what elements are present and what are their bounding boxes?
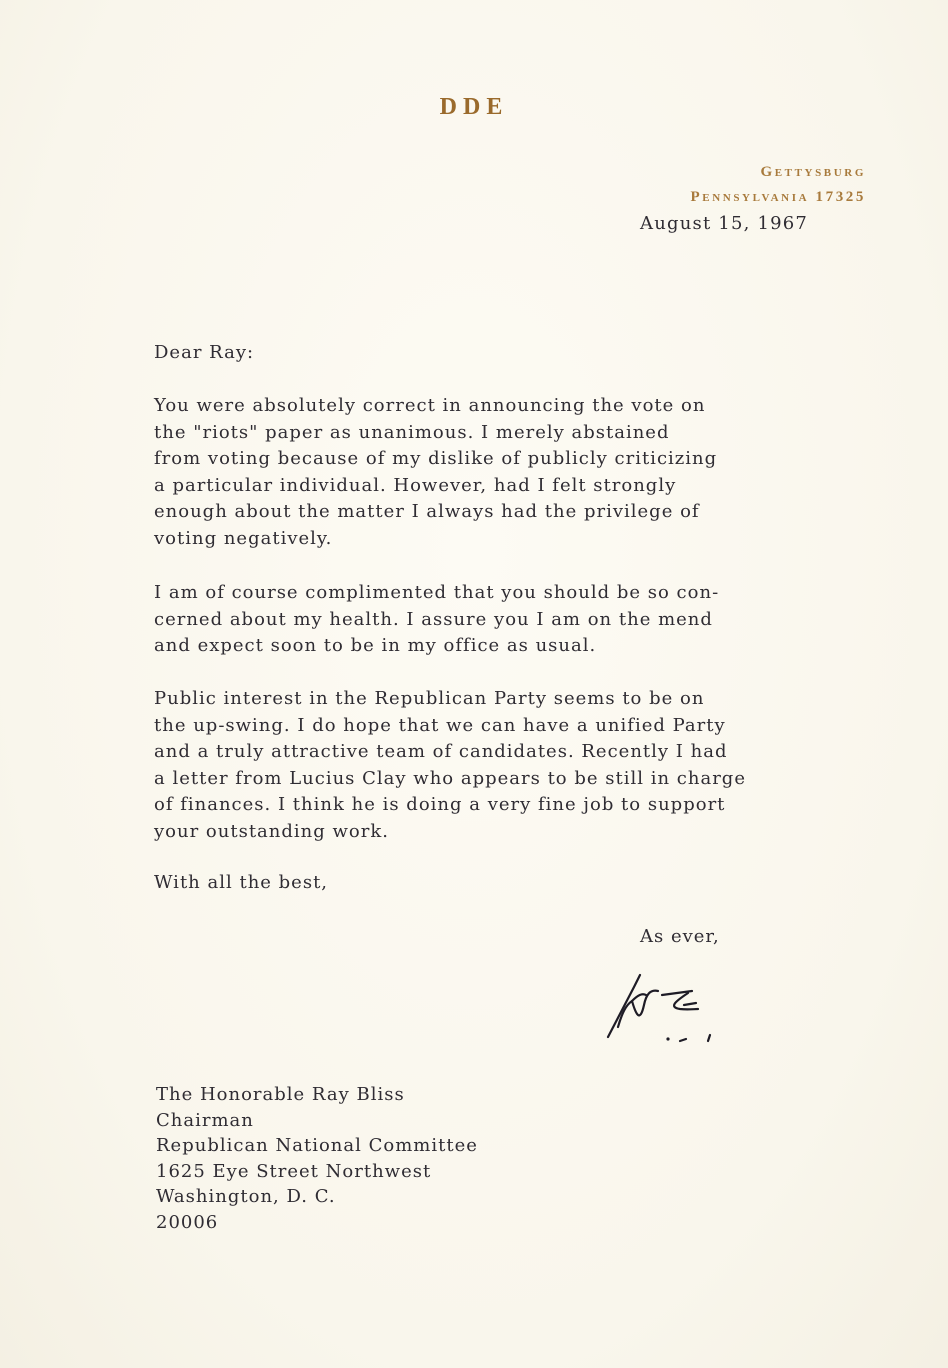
- recipient-organization: Republican National Committee: [156, 1135, 478, 1156]
- recipient-street: 1625 Eye Street Northwest: [156, 1160, 432, 1182]
- body-paragraph-3: [154, 686, 746, 845]
- closing: With all the best,: [154, 872, 329, 893]
- handwritten-signature: [598, 965, 728, 1050]
- body-paragraph-2: [154, 580, 719, 660]
- paragraph-line: a particular individual. However, had I felt strongly: [154, 474, 677, 496]
- salutation: Dear Ray:: [154, 342, 255, 363]
- paragraph-line: from voting because of my dislike of publicly criticizing: [154, 448, 718, 469]
- recipient-title: Chairman: [156, 1109, 254, 1131]
- valediction: As ever,: [640, 926, 720, 947]
- body-paragraph-1: [154, 393, 717, 552]
- paragraph-line: a letter from Lucius Clay who appears to be still in charge: [154, 767, 746, 789]
- paragraph-line: and expect soon to be in my office as usual.: [154, 635, 597, 656]
- paragraph-line: enough about the matter I always had the privilege of: [154, 501, 700, 522]
- recipient-city: Washington, D. C.: [156, 1186, 336, 1207]
- letterhead-monogram: DDE: [439, 94, 509, 120]
- paragraph-line: the "riots" paper as unanimous. I merely abstained: [154, 421, 670, 443]
- recipient-address: [156, 1082, 478, 1235]
- letterhead-state-zip: [691, 189, 866, 206]
- letterhead-state-zip-text: Pennsylvania 17325: [690, 189, 866, 205]
- recipient-name: The Honorable Ray Bliss: [156, 1084, 405, 1105]
- paragraph-line: voting negatively.: [154, 527, 333, 549]
- paragraph-line: cerned about my health. I assure you I am on the mend: [154, 608, 713, 630]
- paragraph-line: of finances. I think he is doing a very fine job to support: [154, 794, 726, 815]
- paragraph-line: I am of course complimented that you should be so con-: [154, 582, 720, 603]
- letter-date: August 15, 1967: [640, 213, 809, 234]
- paragraph-line: the up-swing. I do hope that we can have a unified Party: [154, 714, 726, 736]
- letterhead-city-text: Gettysburg: [760, 164, 866, 180]
- letterhead-city: [760, 164, 866, 181]
- paragraph-line: Public interest in the Republican Party seems to be on: [154, 688, 705, 709]
- paragraph-line: and a truly attractive team of candidates. Recently I had: [154, 741, 728, 762]
- recipient-zip: 20006: [156, 1211, 219, 1233]
- paragraph-line: your outstanding work.: [154, 820, 389, 842]
- paragraph-line: You were absolutely correct in announcing the vote on: [154, 395, 706, 416]
